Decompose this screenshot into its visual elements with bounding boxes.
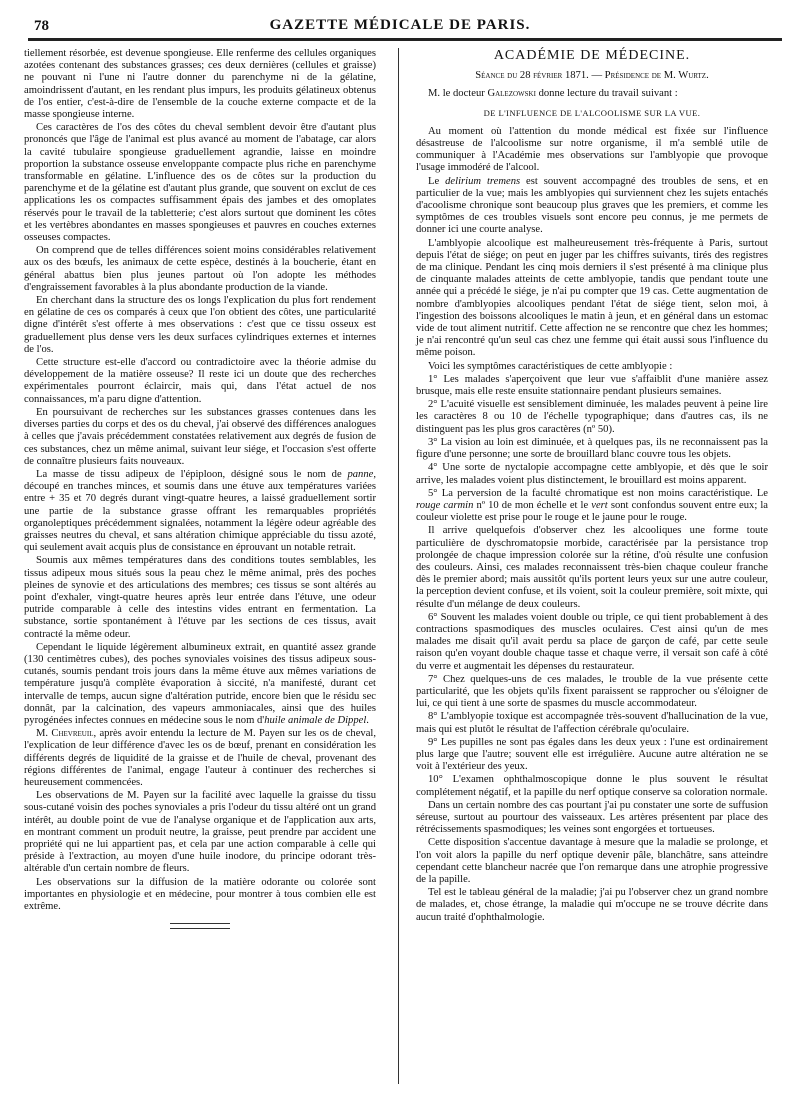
paragraph: Les observations de M. Payen sur la facilité avec laquelle la graisse du tissu sous-cutané voisin des poches synoviales a pris l'odeur du tissu altéré ont un grand intérêt, au double point de vue de l'analyse organique et de l'application aux arts, en montrant comment un produit neutre, la graisse, peut prendre par accident une propriété qui ne lui appartient pas, et cela par une action comparable à celle qui préside à l'extraction, au moyen d'une huile inodore, du principe odorant très-altérable d'un certain nombre de fleurs. [24, 790, 376, 875]
italic-term: delirium tremens [445, 175, 521, 187]
page-header [20, 14, 780, 38]
journal-title: GAZETTE MÉDICALE DE PARIS. [269, 17, 531, 33]
section-end-ornament [24, 921, 376, 933]
paragraph: Il arrive quelquefois d'observer chez les alcooliques une forme toute particulière de dyschromatopsie morbide, caractérisée par la persistance trop prolongée de chaque impression colorée sur la rétine, d'où résulte une confusion des couleurs. Ainsi, ces malades reconnaissent très-bien chaque couleur franche dès le premier abord; mais aussitôt qu'ils portent leurs yeux sur une autre couleur, la perception devient confuse, et ils voient, soit la couleur première, soit mixte, qui résulte d'un mélange de deux couleurs. [416, 525, 768, 610]
article-subheading: DE L'INFLUENCE DE L'ALCOOLISME SUR LA VUE. [483, 107, 701, 118]
author-name: Galezowski [487, 88, 536, 100]
page-number: 78 [34, 18, 49, 34]
paragraph: Cette disposition s'accentue davantage à mesure que la maladie se prolonge, et l'on voit alors la papille du nerf optique devenir pâle, blanchâtre, sans atteindre cependant cette blancheur nacrée que l'on remarque dans une atrophie progressive de la papille. [416, 837, 768, 885]
paragraph: Ces caractères de l'os des côtes du cheval semblent devoir être d'autant plus prononcés que l'âge de l'animal est plus avancé au moment de l'abatage, car alors la cavité tubulaire spongieuse graduellement agrandie, laisse en moindre proportion la substance osseuse enveloppante compacte plus riche en parenchyme transformable en gélatine. L'influence des os de côtes sur la production du parenchyme et de la gélatine est d'autant plus grande, que souvent on exclut de ces applications les os compactes suffisamment épais des jambes et des omoplates réservés pour le travail de la tabletterie; c'est alors surtout que dominent les côtes et les vertèbres abondantes en masses spongieuses et pauvres en couches externes osseuses compactes. [24, 122, 376, 244]
symptom-item: 4° Une sorte de nyctalopie accompagne cette amblyopie, et dès que le soir arrive, les malades voient plus distinctement, le brouillard est moins apparent. [416, 462, 768, 486]
text-run: sont confondus souvent entre eux; la couleur violette est prise pour le rouge et le jaune pour le rouge. [416, 499, 768, 524]
text-run: . [366, 714, 369, 726]
paragraph: tiellement résorbée, est devenue spongieuse. Elle renferme des cellules organiques azotées contenant des substances grasses; ces deux dernières (cellules et graisse) ne pouvant ni l'une ni l'autre donner du parenchyme ni de la gélatine, amoindrissent d'autant, en les rendant plus impurs, les produits gélatineux obtenus de l'os entier, c'est-à-dire de l'ensemble de la couche externe compacte et de la masse spongieuse interne. [24, 48, 376, 121]
symptom-item: 3° La vision au loin est diminuée, et à quelques pas, ils ne reconnaissent pas la figure d'une personne; une sorte de brouillard blanc couvre tous les objets. [416, 436, 768, 461]
text-run: donne lecture du travail suivant : [535, 88, 678, 100]
text-run: nº 10 de mon échelle et le [473, 499, 592, 511]
speaker-name: M. Chevreuil [36, 728, 94, 740]
symptom-item: 10° L'examen ophthalmoscopique donne le plus souvent le résultat complétement négatif, et la papille du nerf optique conserve sa coloration normale. [416, 774, 768, 798]
paragraph: Cette structure est-elle d'accord ou contradictoire avec la théorie admise du développement de la matière osseuse? Il reste ici un doute que des recherches expérimentales pourront éclaircir, mais qui, dans l'état actuel de nos connaissances, m'a paru digne d'attention. [24, 357, 376, 405]
paragraph: On comprend que de telles différences soient moins considérables relativement aux os des bœufs, les animaux de cette espèce, destinés à la boucherie, étant en général abattus bien plus jeunes partout où l'on adopte les méthodes d'engraissement favorables à la plus abondante production de la viande. [24, 245, 376, 293]
text-run: M. le docteur [428, 88, 488, 100]
italic-term: panne [347, 468, 374, 480]
header-rule [28, 38, 782, 41]
italic-term: huile animale de Dippel [264, 714, 367, 726]
paragraph: Les observations sur la diffusion de la matière odorante ou colorée sont importantes en physiologie et en médecine, pour montrer à tous combien elle est extrême. [24, 876, 376, 913]
symptom-item: 2° L'acuité visuelle est sensiblement diminuée, les malades peuvent à peine lire les caractères 8 ou 10 de l'échelle typographique; dans d'autres cas, ils ne distinguent pas les plus gros caractères (nº 50). [416, 399, 768, 435]
column-divider [398, 48, 399, 1084]
paragraph: Soumis aux mêmes températures dans des conditions toutes semblables, les tissus adipeux mous situés sous la peau chez le même animal, près des poches pleines de synovie et des articulations des membres; ces tissus se sont altérés au point d'exhaler, vingt-quatre heures après leur entrée dans l'étuve, une odeur putride comparable à celle des intestins vides entrant en fermentation. La substance, sortie spontanément à l'étuve par les sections de ces tissus, avait contracté la même odeur. [24, 555, 376, 640]
text-run: Le [428, 175, 446, 187]
seance-line: Séance du 28 février 1871. — Présidence de M. Wurtz. [475, 70, 709, 82]
section-title: ACADÉMIE DE MÉDECINE. [493, 48, 691, 63]
italic-term: rouge carmin [416, 499, 474, 511]
symptom-item: 6° Souvent les malades voient double ou triple, ce qui tient probablement à des contractions spasmodiques des muscles oculaires. C'est ainsi qu'un de mes malades me disait qu'il avait perdu sa place de garçon de café, par cette seule raison qu'en voyant double chaque tasse et chaque verre, il versait son café à côté du verre et augmentait les dépenses du restaurateur. [416, 611, 768, 672]
paragraph-liquide [24, 642, 376, 727]
right-column [416, 48, 768, 925]
italic-term: vert [591, 499, 608, 511]
paragraph: Tel est le tableau général de la maladie; j'ai pu l'observer chez un grand nombre de malades, et, chose étrange, la maladie qui m'occupe ne se trouve décrite dans aucun traité d'ophthalmologie. [416, 887, 768, 923]
paragraph-panne [24, 469, 376, 554]
symptom-item: 1° Les malades s'aperçoivent que leur vue s'affaiblit d'une manière assez brusque, mais elle reste ensuite stationnaire pendant plusieurs semaines. [416, 373, 768, 398]
text-run: La masse de tissu adipeux de l'épiploon, désigné sous le nom de [36, 468, 348, 480]
paragraph: En cherchant dans la structure des os longs l'explication du plus fort rendement en gélatine de ces os comparés à ceux que l'on obtient des côtes, une particularité digne d'intérêt s'est offerte à mes observations : c'est que ce tissu osseux est graduellement plus dense vers les deux surfaces cylindriques externes et internes de l'os. [24, 295, 376, 355]
paragraph: Dans un certain nombre des cas pourtant j'ai pu constater une sorte de suffusion séreuse, surtout au pourtour des vaisseaux. Les artères présentent par place des rétrécissements spasmodiques; les veines sont engorgées et tortueuses. [416, 799, 768, 836]
symptom-item [416, 488, 768, 525]
paragraph: Au moment où l'attention du monde médical est fixée sur l'influence désastreuse de l'alcoolisme sur notre organisme, il m'a semblé utile de communiquer à l'Académie mes observations sur l'amblyopie que provoque l'usage immodéré de l'alcool. [416, 125, 768, 174]
left-column [24, 48, 376, 933]
text-run: , découpé en tranches minces, et soumis dans une étuve aux températures variées entre + 35 et 70 degrés durant vingt-quatre heures, a laissé graduellement sortir une partie de la substance grasse offrant les remarquables propriétés organoleptiques précédemment signalées, notamment la légère odeur agréable des graisses neutres du cheval, et sans altération chimique appréciable du tissu azoté, qui seulement avait acquis plus de consistance en éprouvant un notable retrait. [24, 468, 376, 554]
paragraph: Voici les symptômes caractéristiques de cette amblyopie : [428, 360, 673, 372]
symptom-item: 9° Les pupilles ne sont pas égales dans les deux yeux : l'une est ordinairement plus large que l'autre; souvent elle est irrégulière. Aucune autre altération ne se voit à l'extérieur des yeux. [416, 736, 768, 773]
symptom-item: 8° L'amblyopie toxique est accompagnée très-souvent d'hallucination de la vue, mais qui est plutôt le résultat de l'affection cérébrale qu'oculaire. [416, 711, 768, 735]
symptom-item: 7° Chez quelques-uns de ces malades, le trouble de la vue présente cette particularité, que les objets qu'ils fixent paraissent se rapprocher ou s'éloigner de lui, ce qui tient à une sorte de spasmes du muscle accommodateur. [416, 673, 768, 710]
text-run: , après avoir entendu la lecture de M. Payen sur les os de cheval, l'explication de leur différence d'avec les os de bœuf, prenant en considération les différents degrés de liquidité de la graisse et de l'huile de cheval, provenant des régions différentes de l'animal, engage l'auteur à continuer des recherches si heureusement commencées. [24, 728, 376, 788]
paragraph-chevreul [24, 728, 376, 789]
paragraph-delirium [416, 176, 768, 237]
paragraph: L'amblyopie alcoolique est malheureusement très-fréquente à Paris, surtout depuis l'état de siége; on peut en juger par les chiffres suivants, tirés des registres de ma clinique. Pendant les cinq mois derniers il s'est présenté à ma clinique plus de cinquante malades atteints de cette amblyopie, tandis que pendant toute une année qui a précédé le siége, je n'ai pu compter que 19 cas. Cette augmentation de nombre d'amblyopies alcooliques pendant l'état de siége tient, selon moi, à l'ingestion des boissons alcooliques le matin à jeun, et en général dans un estomac vide de tout aliment nutritif. Cette affection ne se rencontre que chez les hommes; je n'ai rencontré qu'un seul cas chez une femme qui était aussi sous l'influence du même poison. [416, 237, 768, 359]
text-run: Cependant le liquide légèrement albumineux extrait, en quantité assez grande (130 centimètres cubes), des poches synoviales voisines des tissus adipeux sous-cutanés, soumis pendant trois jours dans la même étuve aux mêmes variations de température jusqu'à complète évaporation à siccité, n'a manifesté, durant cet intervalle de temps, aucun signe d'altération putride, encore bien que le résidu sec donnât, par la calcination, des vapeurs ammoniacales, ainsi que des huiles pyrogénées infectes connues en médecine sous le nom d' [24, 641, 376, 726]
text-run: 5° La perversion de la faculté chromatique est non moins caractéristique. Le [428, 487, 768, 499]
text-run: est souvent accompagné des troubles de sens, et en particulier de la vue; mais les amblyopies qui surviennent chez les sujets entachés d'acoolisme chronique sont beaucoup plus graves que les premiers, et comme les symptômes de ces troubles visuels sont encore peu connus, je me permets de donner ici une courte analyse. [416, 175, 768, 236]
intro-line [416, 88, 768, 100]
paragraph: En poursuivant de recherches sur les substances grasses contenues dans les diverses parties du corps et des os du cheval, j'ai observé des différences analogues à celles que j'avais précédemment constatées relativement aux degrés de fusion de ces substances, chez un même animal, suivant leur siége, et l'occasion s'est offerte de connaître plusieurs faits nouveaux. [24, 406, 376, 467]
